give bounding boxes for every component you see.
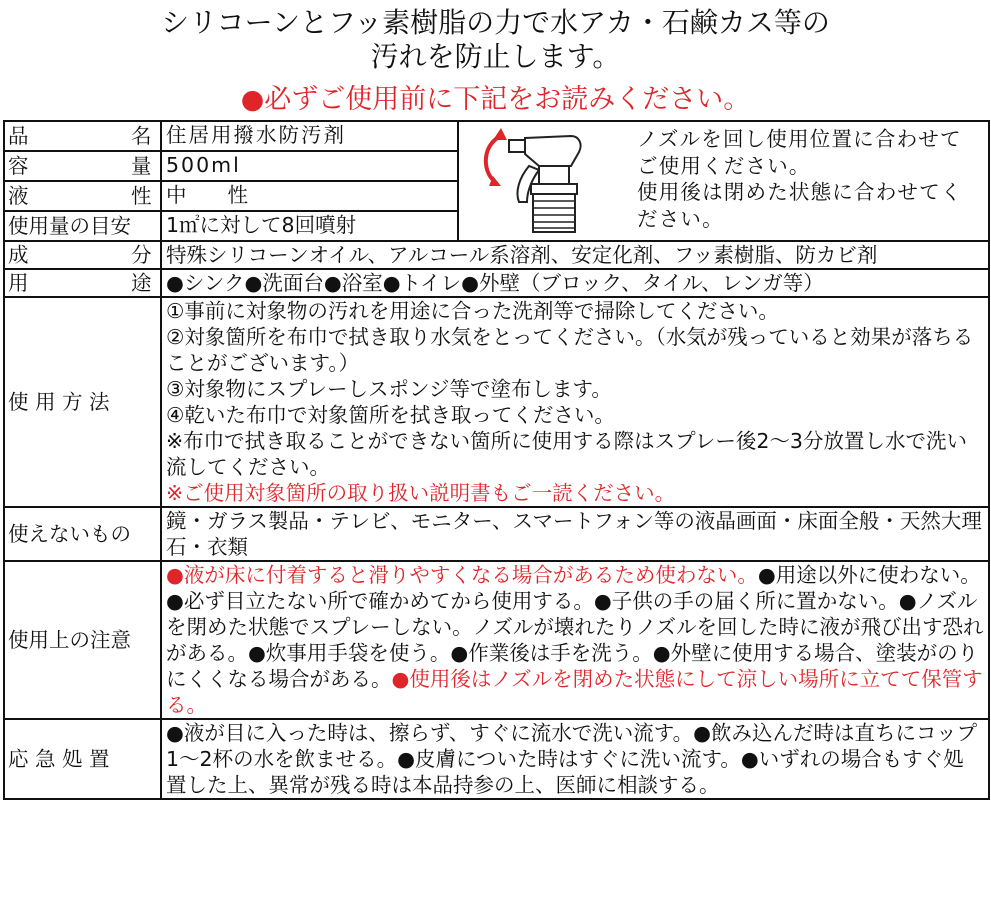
uses-label: 用 途 [4, 269, 161, 297]
caution-body: ●用途以外に使わない。●必ず目立たない所で確かめてから使用する。●子供の手の届く所に置かない。●ノズルを閉めた状態でスプレーしない。ノズルが壊れたりノズルを回した時に液が飛び出す恐れがある。●炊事用手袋を使う。●作業後は手を洗う。●外壁に使用する場合、塗装がのりにくくなる場合がある。 [166, 563, 984, 691]
row-not-usable [4, 507, 989, 561]
nozzle-text [637, 126, 982, 232]
method-step-1: ①事前に対象物の汚れを用途に合った洗剤等で掃除してください。 [166, 299, 779, 323]
method-note: ※布巾で拭き取ることができない箇所に使用する際はスプレー後2～3分放置し水で洗い流してください。 [166, 429, 967, 479]
spray-nozzle-icon [479, 126, 589, 234]
liquid-type-value: 中 性 [161, 181, 458, 211]
not-usable-label: 使えないもの [4, 507, 161, 561]
first-aid-label: 応 急 処 置 [4, 719, 161, 799]
caution-red-last: ●使用後はノズルを閉めた状態にして涼しい場所に立てて保管する。 [166, 667, 983, 717]
method-red-note: ※ご使用対象箇所の取り扱い説明書もご一読ください。 [166, 481, 676, 505]
read-before-use-warning: ●必ずご使用前に下記をお読みください。 [240, 84, 751, 115]
row-first-aid [4, 719, 989, 799]
cautions-value [161, 561, 989, 719]
volume-label: 容 量 [4, 151, 161, 181]
nozzle-text-use: ノズルを回し使用位置に合わせてご使用ください。 [637, 127, 962, 178]
volume-value: 500ml [161, 151, 458, 181]
method-value [161, 297, 989, 507]
headline-line-1: シリコーンとフッ素樹脂の力で水アカ・石鹸カス等の [161, 6, 830, 39]
usage-amount-value: 1㎡に対して8回噴射 [161, 211, 458, 241]
row-cautions [4, 561, 989, 719]
cautions-label: 使用上の注意 [4, 561, 161, 719]
product-info-table [3, 120, 990, 800]
nozzle-text-close: 使用後は閉めた状態に合わせてください。 [637, 180, 963, 231]
uses-value: ●シンク●洗面台●浴室●トイレ●外壁（ブロック、タイル、レンガ等） [161, 269, 989, 297]
row-uses [4, 269, 989, 297]
headline-line-2: 汚れを防止します。 [370, 40, 621, 73]
method-step-3: ③対象物にスプレーしスポンジ等で塗布します。 [166, 377, 612, 401]
nozzle-instructions [458, 121, 989, 241]
method-step-2: ②対象箇所を布巾で拭き取り水気をとってください。（水気が残っていると効果が落ちることがございます。） [166, 325, 974, 375]
liquid-type-label: 液 性 [4, 181, 161, 211]
first-aid-value: ●液が目に入った時は、擦らず、すぐに流水で洗い流す。●飲み込んだ時は直ちにコップ1～2杯の水を飲ませる。●皮膚についた時はすぐに洗い流す。●いずれの場合もすぐ処置した上、異常が残る時は本品持参の上、医師に相談する。 [161, 719, 989, 799]
row-method [4, 297, 989, 507]
usage-amount-label: 使用量の目安 [4, 211, 161, 241]
product-name-value: 住居用撥水防汚剤 [161, 121, 458, 151]
method-label: 使 用 方 法 [4, 297, 161, 507]
ingredients-label: 成 分 [4, 241, 161, 269]
row-product-name [4, 121, 989, 151]
row-ingredients [4, 241, 989, 269]
not-usable-value: 鏡・ガラス製品・テレビ、モニター、スマートフォン等の液晶画面・床面全般・天然大理石・衣類 [161, 507, 989, 561]
caution-red-first: ●液が床に付着すると滑りやすくなる場合があるため使わない。 [166, 563, 758, 587]
ingredients-value: 特殊シリコーンオイル、アルコール系溶剤、安定化剤、フッ素樹脂、防カビ剤 [161, 241, 989, 269]
product-name-label: 品 名 [4, 121, 161, 151]
method-step-4: ④乾いた布巾で対象箇所を拭き取ってください。 [166, 403, 615, 427]
